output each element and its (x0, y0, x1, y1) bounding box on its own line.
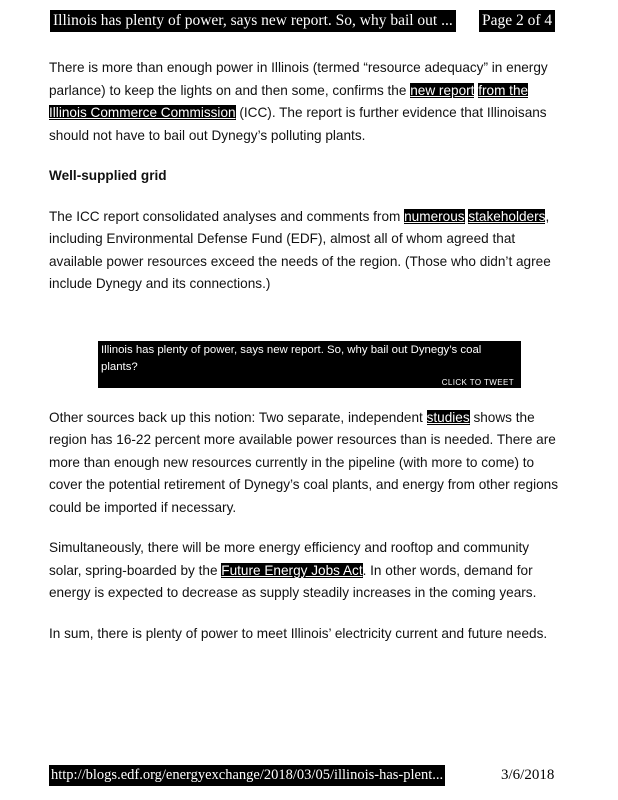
link-studies[interactable]: studies (426, 409, 470, 425)
link-future-energy-jobs-act[interactable]: Future Energy Jobs Act (221, 562, 363, 578)
tweet-quote-text: Illinois has plenty of power, says new report. So, why bail out Dynegy’s coal plants? (101, 344, 482, 373)
print-header-page-number: Page 2 of 4 (479, 10, 555, 32)
section-heading: Well-supplied grid (49, 168, 167, 183)
click-to-tweet-box[interactable] (98, 341, 521, 388)
paragraph-efficiency-solar: Simultaneously, there will be more energy efficiency and rooftop and community solar, spring-boarded by the Future Energy Jobs Act. In other words, demand for energy is expected to decrease as supply steadily increases in the coming years. (49, 540, 537, 600)
paragraph-in-sum: In sum, there is plenty of power to meet Illinois’ electricity current and future needs. (49, 625, 548, 641)
link-illinois-commerce-commission[interactable]: from the Illinois Commerce Commission (49, 82, 529, 120)
print-header-title: Illinois has plenty of power, says new report. So, why bail out ... (50, 10, 456, 32)
paragraph-other-sources: Other sources back up this notion: Two separate, independent studies shows the region has 16-22 percent more available power resources than is needed. There are more than enough new resources currently in the pipeline (with more to come) to cover the potential retirement of Dynegy’s coal plants, and energy from other regions could be imported if necessary. (49, 409, 559, 515)
link-stakeholders[interactable]: stakeholders (468, 208, 546, 224)
click-to-tweet-link[interactable]: CLICK TO TWEET (441, 378, 514, 387)
print-footer-url: http://blogs.edf.org/energyexchange/2018/03/05/illinois-has-plent... (49, 765, 445, 786)
paragraph-icc-report: The ICC report consolidated analyses and comments from numerous stakeholders, including Environmental Defense Fund (EDF), almost all of whom agreed that available power resources exceed the needs of the region. (Those who didn’t agree include Dynegy and its connections.) (49, 208, 551, 291)
paragraph-resource-adequacy: There is more than enough power in Illinois (termed “resource adequacy” in energy parlance) to keep the lights on and then some, confirms the new report from the Illinois Commerce Commission (ICC). The report is further evidence that Illinoisans should not have to bail out Dynegy’s polluting plants. (49, 60, 548, 143)
link-numerous[interactable]: numerous (404, 208, 465, 224)
print-footer-date: 3/6/2018 (501, 767, 555, 783)
link-new-report[interactable]: new report (410, 82, 475, 98)
